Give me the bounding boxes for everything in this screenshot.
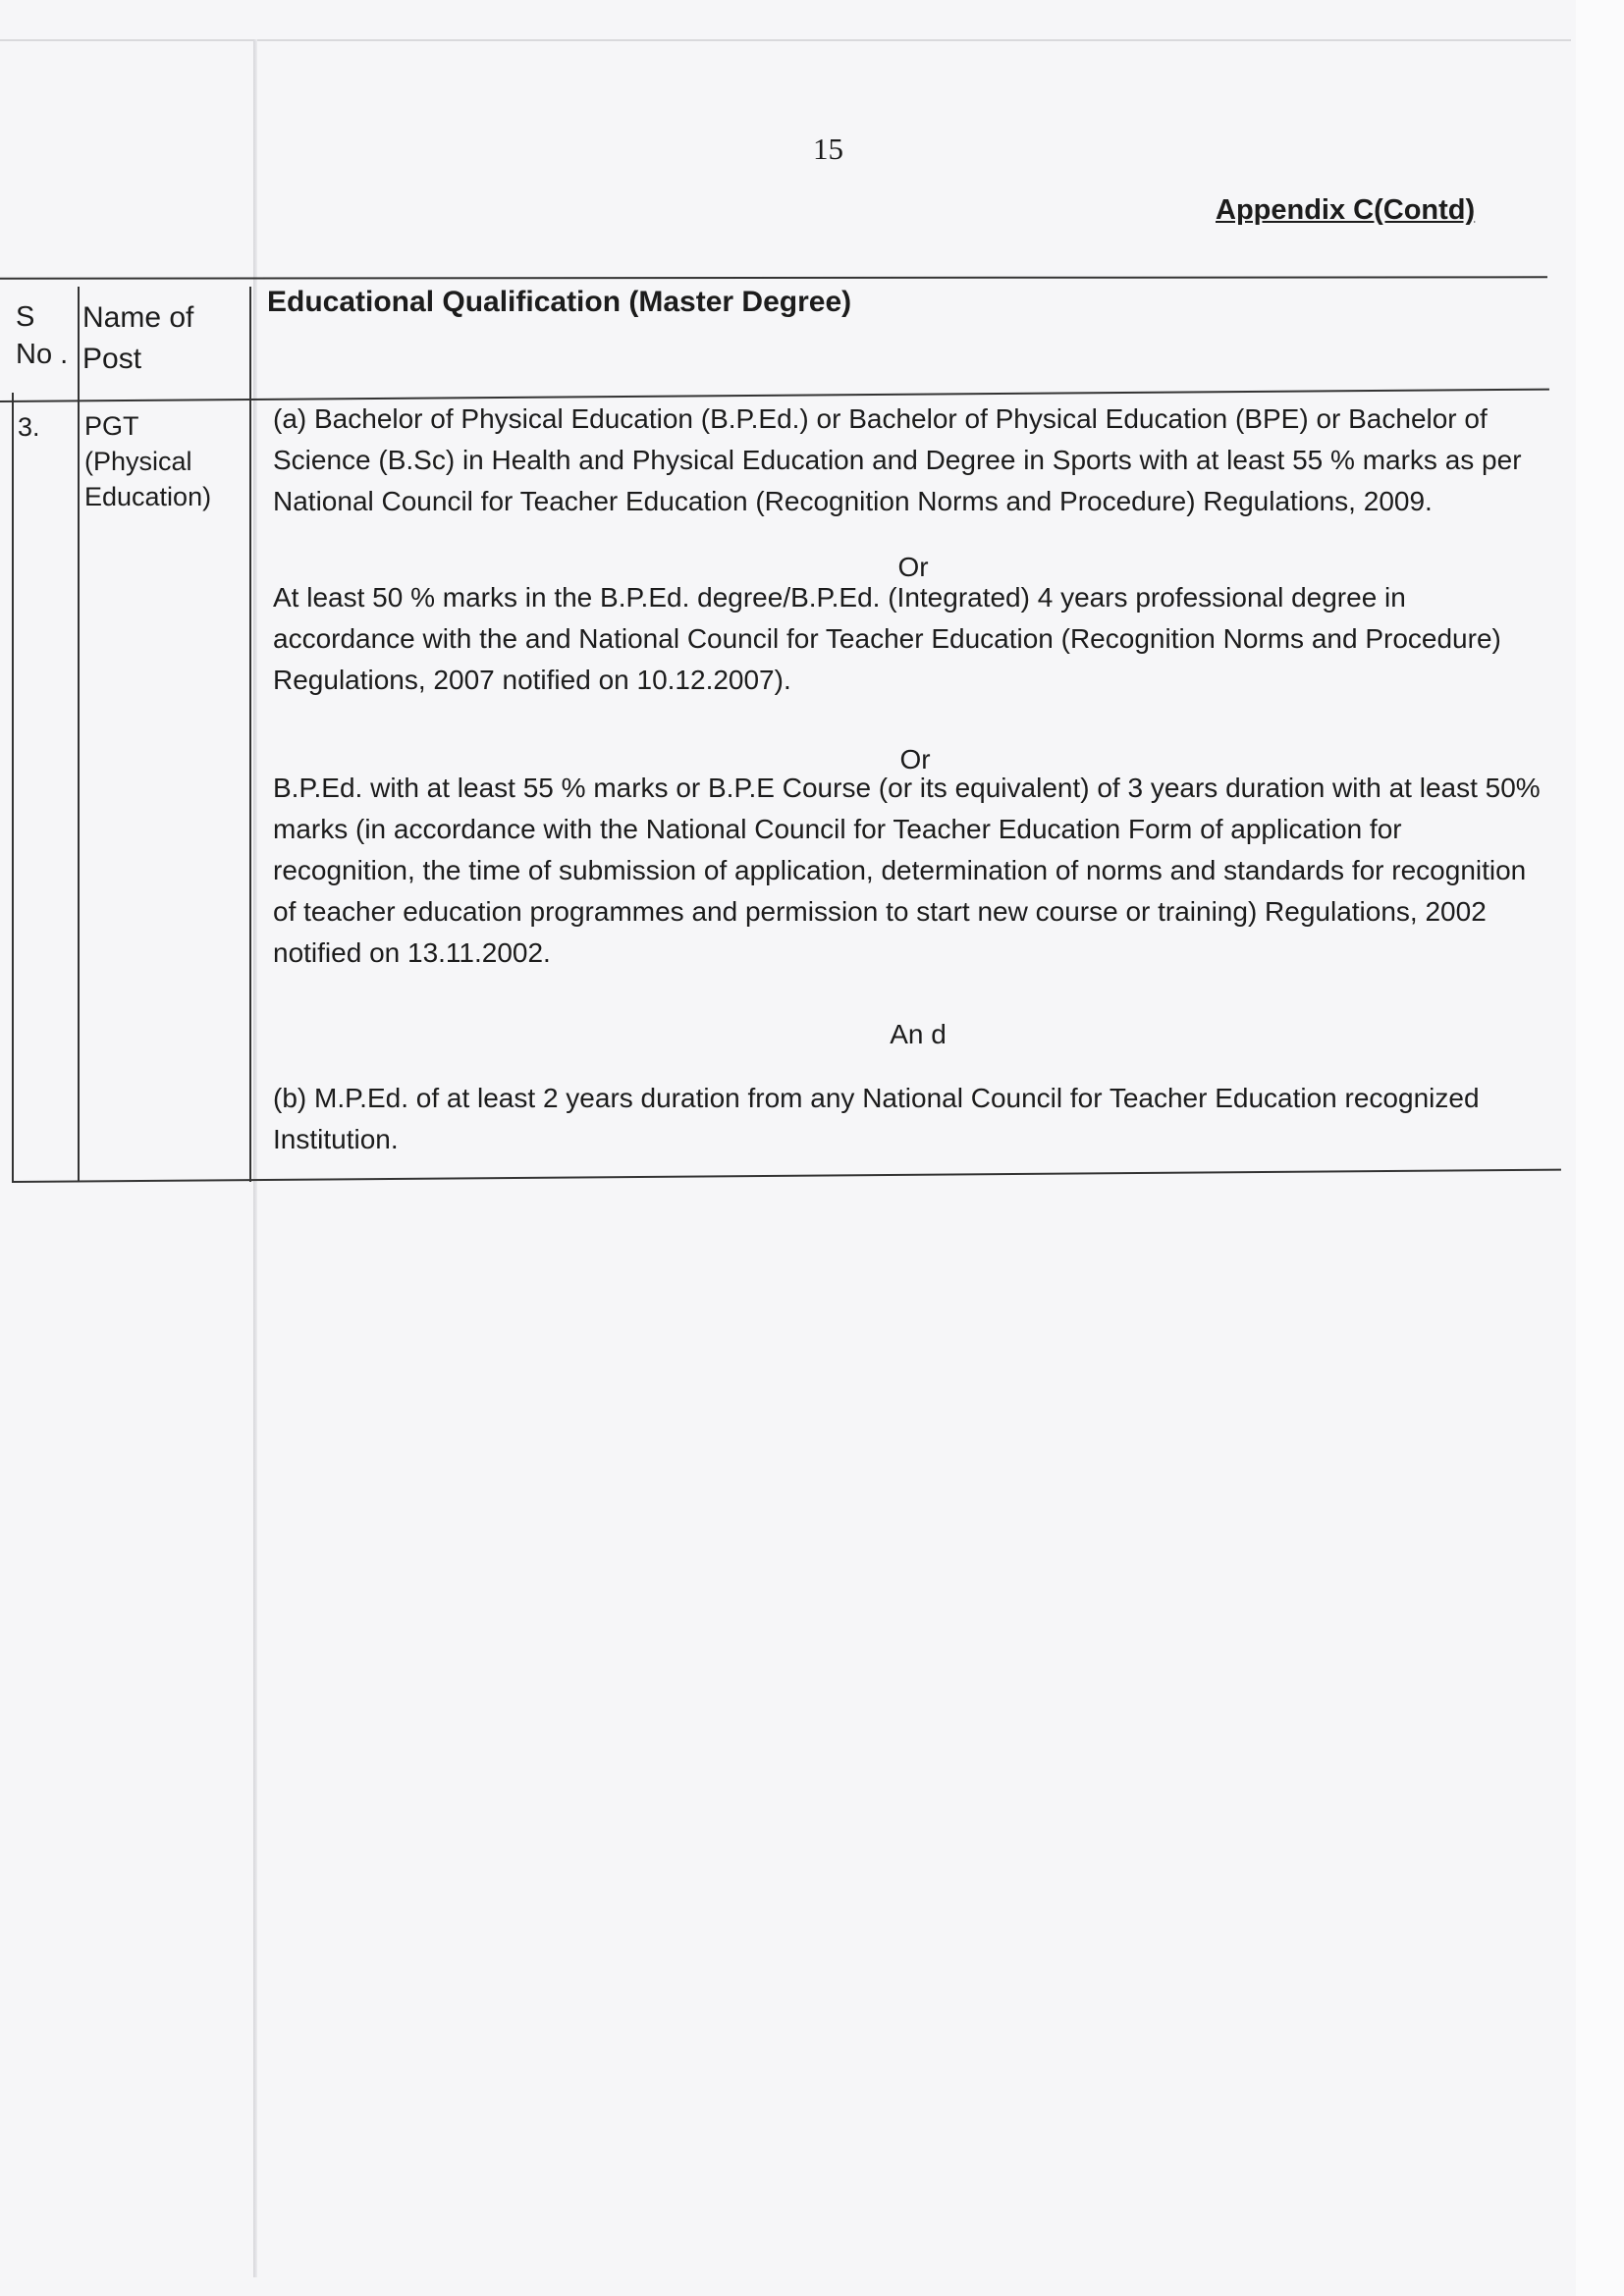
row-sno: 3. [18,412,40,442]
page-number: 15 [813,132,843,166]
table-top-rule [0,276,1547,279]
and-separator: An d [890,1019,947,1049]
table-left-border [12,393,14,1182]
scan-fold-line [253,39,257,2277]
header-sno: S No . [16,301,69,370]
page-top-edge [0,39,1571,41]
header-post-name: Name of Post [82,301,194,375]
row-post-name: PGT (Physical Education) [84,411,212,511]
sno-column-divider [78,287,80,1182]
or-separator-1: Or [897,552,929,582]
qualification-para-c: B.P.Ed. with at least 55 % marks or B.P.E Course (or its equivalent) of 3 years duration with at least 50% marks (in accordance with the National Council for Teacher Education Form of application for recognition, the time of submission of application, determination of norms and standards for recognition of teacher education programmes and permission to start new course or training) Regulations, 2002 notified on 13.11.2002. [273,773,1541,968]
or-separator-2: Or [899,744,931,774]
table-bottom-rule [12,1169,1561,1183]
header-qualification: Educational Qualification (Master Degree) [267,286,852,318]
qualification-para-b: At least 50 % marks in the B.P.Ed. degree/B.P.Ed. (Integrated) 4 years professional degree in accordance with the and National Council for Teacher Education (Recognition Norms and Procedure) Regulations, 2007 notified on 10.12.2007). [273,582,1501,695]
qualification-para-d: (b) M.P.Ed. of at least 2 years duration from any National Council for Teacher Education recognized Institution. [273,1083,1480,1154]
qualification-para-a: (a) Bachelor of Physical Education (B.P.Ed.) or Bachelor of Physical Education (BPE) or Bachelor of Science (B.Sc) in Health and Physical Education and Degree in Sports with at least 55 % marks as per National Council for Teacher Education (Recognition Norms and Procedure) Regulations, 2009. [273,403,1522,516]
appendix-heading: Appendix C(Contd) [1216,194,1476,226]
page-right-margin [1576,0,1624,2296]
